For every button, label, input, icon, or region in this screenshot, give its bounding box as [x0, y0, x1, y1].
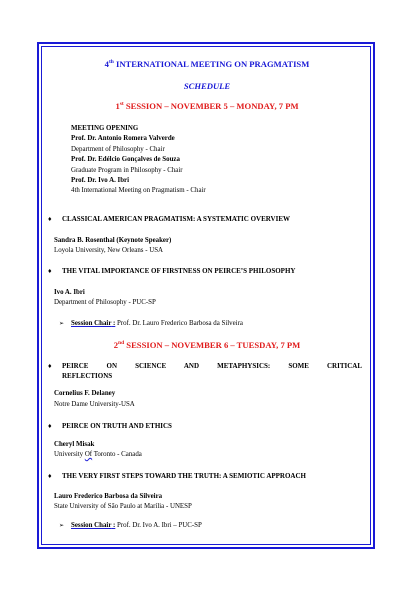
opening-name-1: Prof. Dr. Antonio Romera Valverde	[71, 135, 175, 142]
talk-5-title: ♦ THE VERY FIRST STEPS TOWARD THE TRUTH: A SEMIOTIC APPROACH	[48, 472, 306, 480]
talk-5-speaker: Lauro Frederico Barbosa da Silveira	[54, 493, 163, 500]
opening-role-2: Graduate Program in Philosophy - Chair	[71, 167, 183, 174]
talk-2-speaker: Ivo A. Ibri	[54, 289, 85, 296]
talk-3-speaker: Cornelius F. Delaney	[54, 390, 116, 397]
diamond-bullet-icon: ♦	[48, 422, 52, 430]
session-2-chair: ➢ Session Chair : Prof. Dr. Ivo A. Ibri – PUC-SP	[59, 522, 202, 529]
session-2-heading: 2nd SESSION – NOVEMBER 6 – TUESDAY, 7 PM	[113, 340, 301, 350]
diamond-bullet-icon: ♦	[48, 472, 52, 480]
schedule-subtitle: SCHEDULE	[183, 81, 231, 91]
arrow-bullet-icon: ➢	[59, 523, 65, 529]
talk-1-title: ♦ CLASSICAL AMERICAN PRAGMATISM: A SYSTEMATIC OVERVIEW	[48, 215, 290, 223]
talk-4-affiliation: University Of Toronto - Canada	[54, 451, 142, 458]
opening-name-2: Prof. Dr. Edélcio Gonçalves de Souza	[71, 156, 180, 163]
opening-role-1: Department of Philosophy - Chair	[71, 146, 165, 153]
talk-1-affiliation: Loyola University, New Orleans - USA	[54, 247, 164, 254]
talk-4-title: ♦ PEIRCE ON TRUTH AND ETHICS	[48, 422, 172, 430]
talk-4-speaker: Cheryl Misak	[54, 441, 95, 448]
session-1-heading: 1st SESSION – NOVEMBER 5 – MONDAY, 7 PM	[115, 101, 299, 111]
talk-1-speaker: Sandra B. Rosenthal (Keynote Speaker)	[54, 237, 172, 244]
diamond-bullet-icon: ♦	[48, 215, 52, 223]
opening-role-3: 4th International Meeting on Pragmatism - Chair	[71, 187, 206, 194]
meeting-title: 4th INTERNATIONAL MEETING ON PRAGMATISM	[104, 59, 310, 69]
talk-3-title: ♦ PEIRCE ON SCIENCE AND METAPHYSICS: SOME CRITICAL	[48, 362, 362, 370]
diamond-bullet-icon: ♦	[48, 267, 52, 275]
opening-heading: MEETING OPENING	[71, 125, 139, 132]
talk-3-title-continued: REFLECTIONS	[62, 372, 113, 380]
opening-name-3: Prof. Dr. Ivo A. Ibri	[71, 177, 129, 184]
diamond-bullet-icon: ♦	[48, 362, 52, 370]
talk-3-affiliation: Notre Dame University-USA	[54, 401, 135, 408]
arrow-bullet-icon: ➢	[59, 321, 65, 327]
session-1-chair: ➢ Session Chair : Prof. Dr. Lauro Frederico Barbosa da Silveira	[59, 320, 243, 327]
talk-2-affiliation: Department of Philosophy - PUC-SP	[54, 299, 156, 306]
talk-2-title: ♦ THE VITAL IMPORTANCE OF FIRSTNESS ON PEIRCE’S PHILOSOPHY	[48, 267, 296, 275]
talk-5-affiliation: State University of São Paulo at Marília - UNESP	[54, 503, 192, 510]
